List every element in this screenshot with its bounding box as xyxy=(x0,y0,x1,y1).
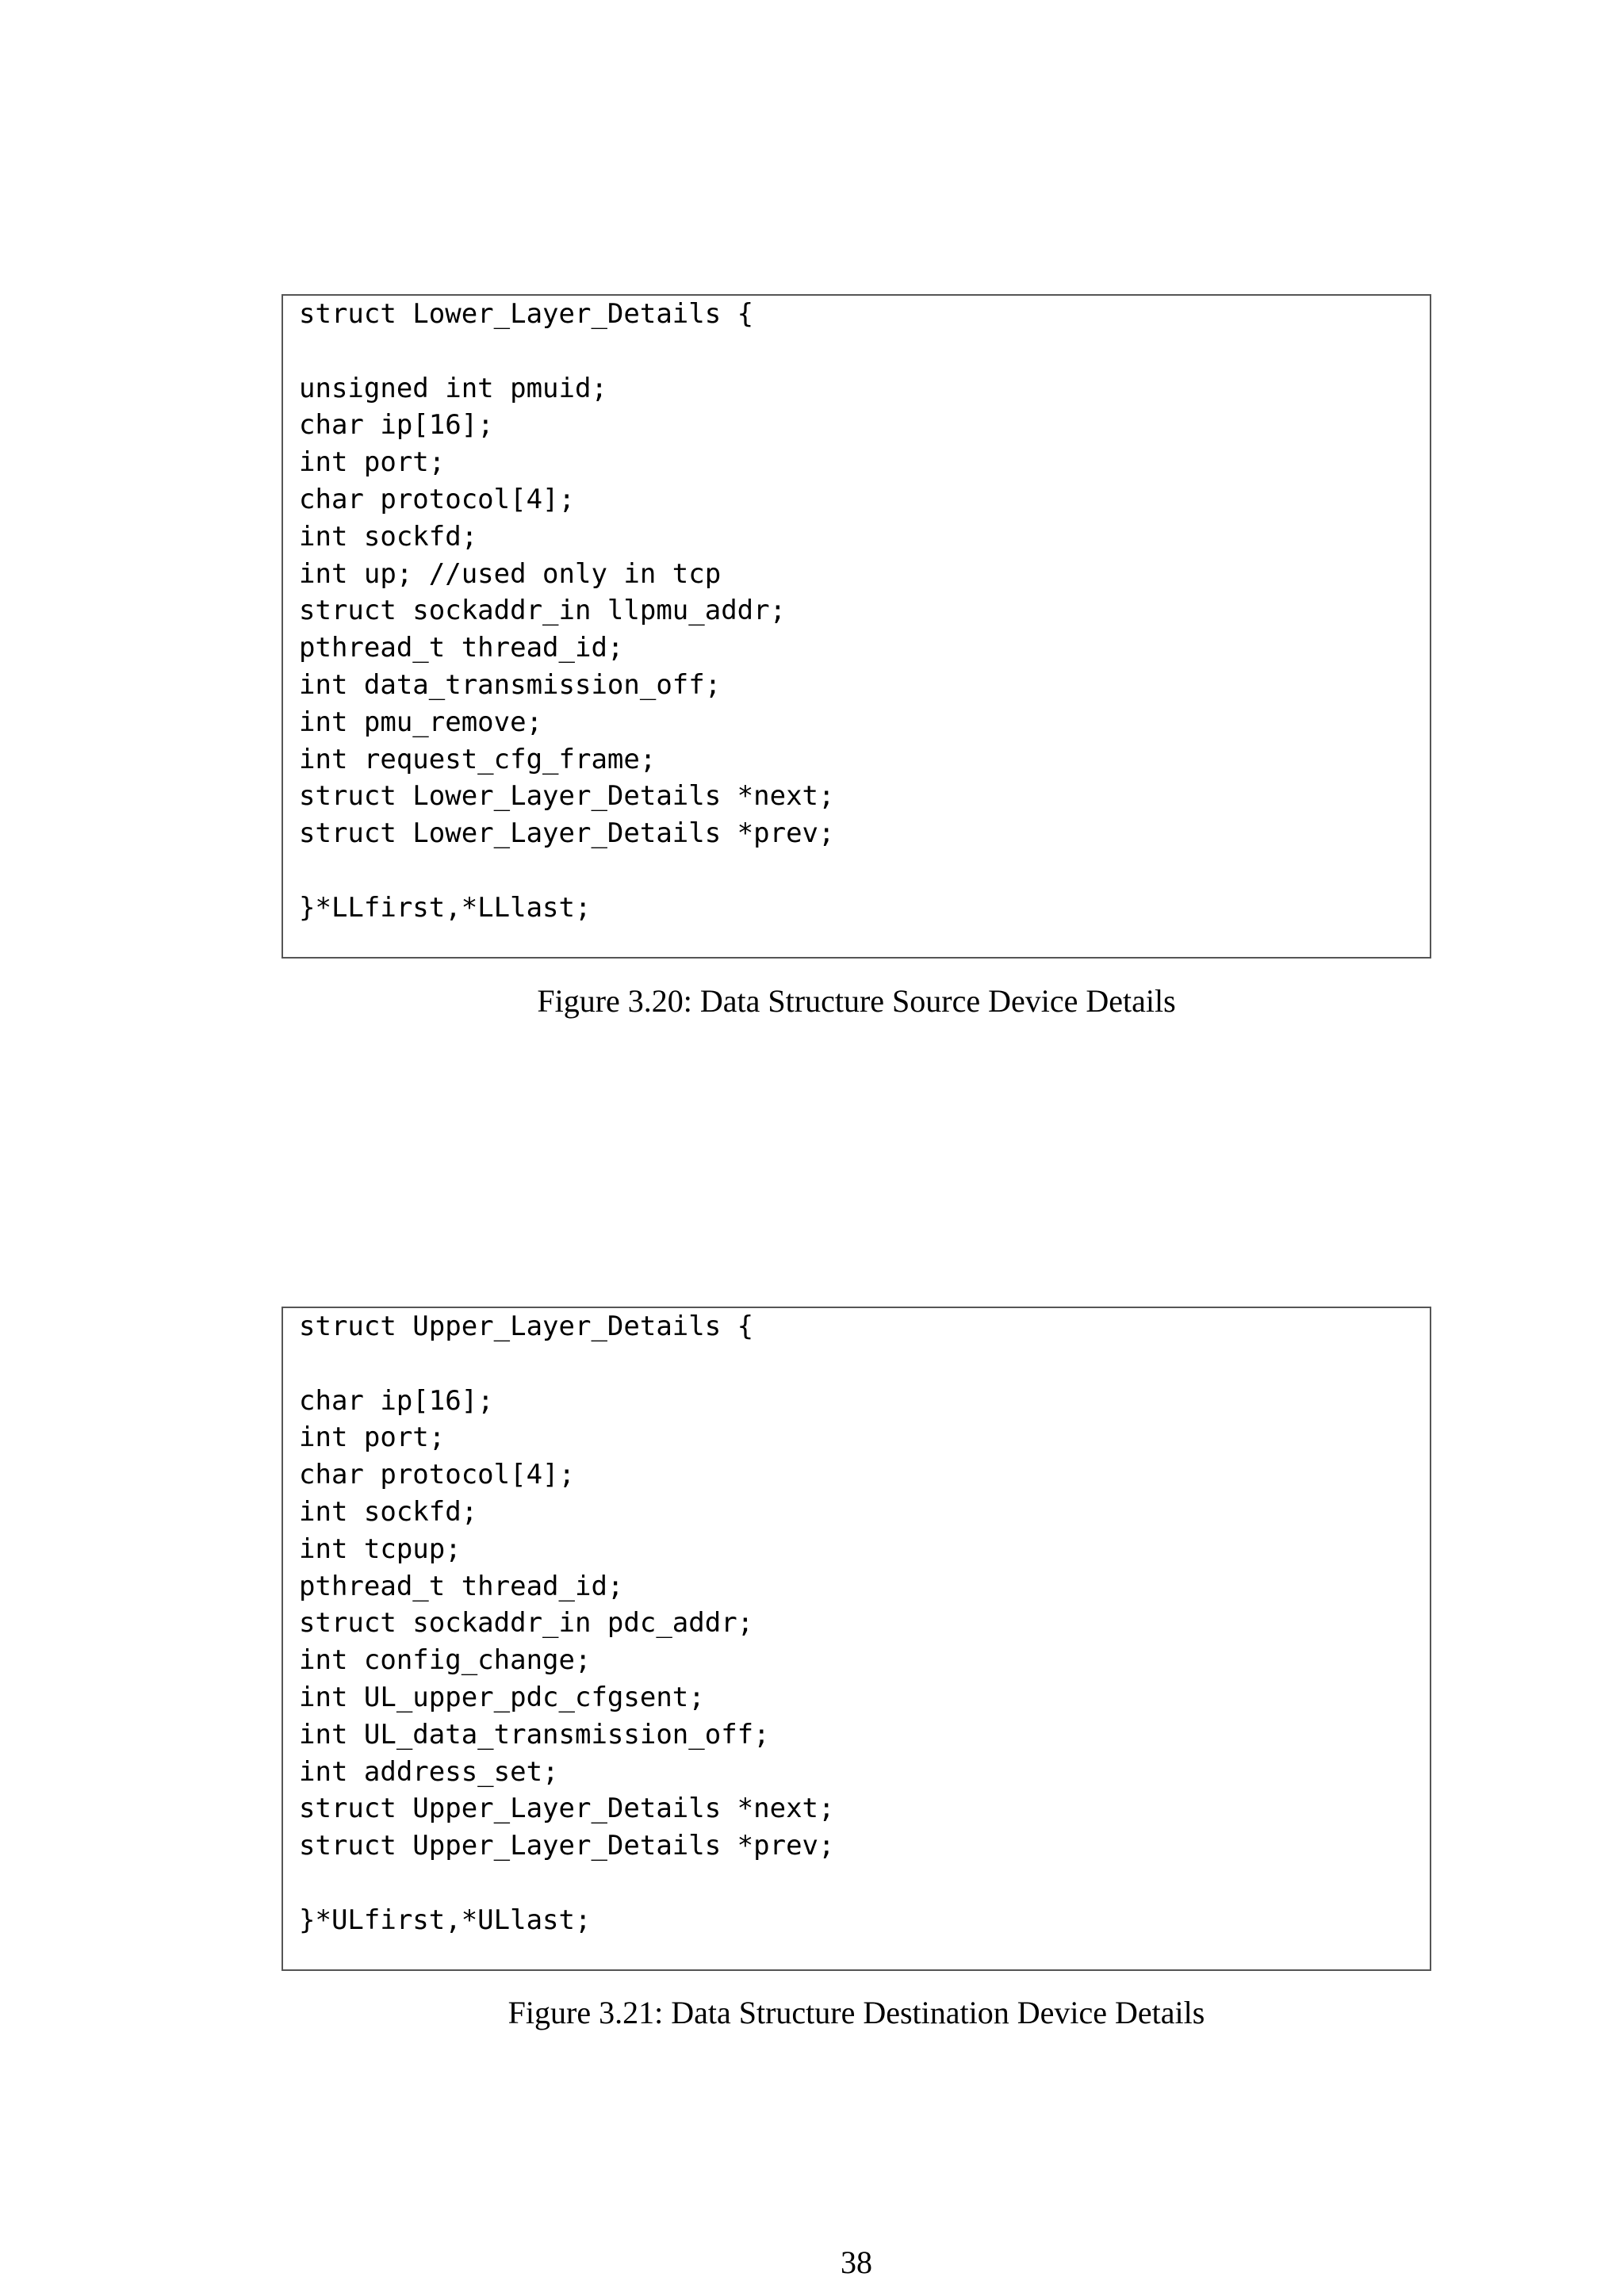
code-line: struct Upper_Layer_Details *prev; xyxy=(299,1830,835,1862)
code-line: pthread_t thread_id; xyxy=(299,632,624,664)
code-line: int config_change; xyxy=(299,1644,592,1677)
code-line: int sockfd; xyxy=(299,520,478,553)
code-line xyxy=(299,1345,835,1383)
code-line xyxy=(299,852,835,890)
code-line: int tcpup; xyxy=(299,1533,462,1565)
code-line: int up; //used only in tcp xyxy=(299,557,722,590)
code-line: char protocol[4]; xyxy=(299,483,575,515)
figure-caption-3-21: Figure 3.21: Data Structure Destination Device Details xyxy=(508,1995,1205,2030)
code-line: struct sockaddr_in llpmu_addr; xyxy=(299,595,787,627)
code-line: struct Upper_Layer_Details *next; xyxy=(299,1793,835,1825)
code-line: int sockfd; xyxy=(299,1495,478,1528)
code-lines xyxy=(299,296,835,927)
code-line: }*LLfirst,*LLlast; xyxy=(299,891,592,924)
code-line: char ip[16]; xyxy=(299,409,494,442)
code-line: struct sockaddr_in pdc_addr; xyxy=(299,1607,754,1640)
code-line: int request_cfg_frame; xyxy=(299,743,657,775)
code-line: char ip[16]; xyxy=(299,1384,494,1417)
code-line: int address_set; xyxy=(299,1755,559,1788)
code-line: }*ULfirst,*ULlast; xyxy=(299,1904,592,1936)
code-line: struct Lower_Layer_Details *next; xyxy=(299,780,835,813)
code-line xyxy=(299,1865,835,1902)
figure-caption-3-20: Figure 3.20: Data Structure Source Device Details xyxy=(537,983,1176,1019)
code-line: struct Lower_Layer_Details { xyxy=(299,298,754,330)
code-line: struct Upper_Layer_Details { xyxy=(299,1311,754,1342)
code-listing-upper-layer-details xyxy=(282,1307,1431,1971)
page-number: 38 xyxy=(841,2244,872,2280)
code-line: int UL_upper_pdc_cfgsent; xyxy=(299,1681,705,1713)
code-line: struct Lower_Layer_Details *prev; xyxy=(299,817,835,850)
code-lines xyxy=(299,1308,835,1939)
code-line: int port; xyxy=(299,446,446,479)
code-line: int port; xyxy=(299,1422,446,1454)
code-line: int pmu_remove; xyxy=(299,706,543,738)
code-line: char protocol[4]; xyxy=(299,1459,575,1491)
code-line xyxy=(299,333,835,370)
code-line: pthread_t thread_id; xyxy=(299,1570,624,1602)
code-line: int data_transmission_off; xyxy=(299,668,722,701)
code-line: unsigned int pmuid; xyxy=(299,372,607,404)
code-listing-lower-layer-details xyxy=(282,294,1431,959)
code-line: int UL_data_transmission_off; xyxy=(299,1718,770,1751)
